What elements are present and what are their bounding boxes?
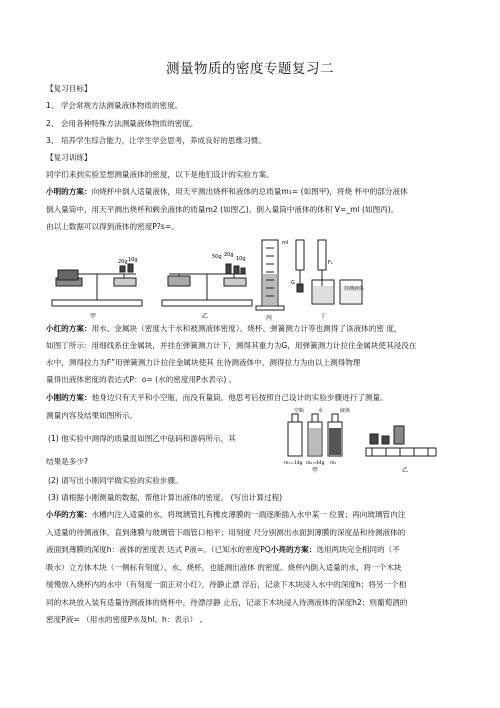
paragraph-text: 液面到薄膜的深度h：液体的密度表 达式 P液=。（已知水的密度PQ	[46, 545, 271, 554]
balance-figure	[52, 264, 142, 306]
weight-label: 20g	[224, 252, 234, 258]
bottle-figure	[282, 404, 442, 474]
mass-label: m₃	[330, 461, 337, 466]
figure-label-yi: 乙	[402, 467, 409, 474]
xiaohua-line-7: 密度P液= （用水的密度P水及hl、h：表示） 。	[46, 615, 208, 624]
xiaogang-q3: (3) 请根据小刚测量的数据，帮他计算出液体的密度。 (写出计算过程)	[48, 493, 283, 502]
figure-label-ding: 丁	[320, 313, 327, 320]
xiaohua-line-5: 缓慢放入烧杯内的水中（有刻度一面正对小红），待静止漂 浮后，记录下木块浸入水中的深度h；将另一个相	[46, 580, 407, 589]
xiaohua-line-3	[46, 545, 466, 555]
weight-label: 10g	[236, 256, 246, 262]
liquid-label: 待测液体	[344, 286, 365, 292]
balance-figure	[162, 264, 252, 306]
xiaogang-q2: (2) 请写出小刚同学做实验的实验步骤。	[48, 476, 183, 485]
goal-item: 2、 会用各种特殊方法测量液体物质的密度。	[46, 119, 198, 128]
figure-label-bing: 丙	[266, 315, 273, 322]
goal-heading: 【复习目标】	[46, 84, 92, 93]
mass-label: m₂=44g	[306, 461, 325, 466]
paragraph-text: 水槽内注入适量的水，将玻璃管扎有橡皮薄膜的一端逐渐插入水中某一 位置；再向玻璃管内注	[91, 510, 406, 519]
mass-label: m₁=14g	[284, 461, 303, 466]
intro-text: 同学们来到实验室想测量液体的密度，以下是他们设计的实验方案。	[46, 170, 274, 179]
xiaohong-line-3: 水中，测得拉力为F”用弹簧测力计拉住金属块使其 在待测液体中，测得拉力为由以上测得物理	[46, 358, 361, 367]
xiaogang-line-1	[46, 393, 466, 403]
page-title: 测量物质的密度专题复习二	[166, 61, 334, 77]
xiaoming-line-1	[46, 187, 466, 197]
xiaohong-line-4: 量得出液体密度的表达式P：o= (水的密度用P水表示) 。	[46, 375, 237, 384]
bottles	[288, 414, 342, 456]
xiaohua-line-1	[46, 510, 466, 520]
xiaohong-name: 小红的方案：	[46, 324, 92, 333]
figure-label-jia: 甲	[90, 313, 97, 320]
goal-item: 1、 学会常规方法测量液体物质的密度。	[46, 101, 183, 110]
force-label: G	[291, 280, 295, 286]
spring-scale-figure	[296, 240, 365, 304]
bottle-label: 水	[318, 408, 324, 414]
train-heading: 【复习训练】	[46, 153, 92, 162]
weight-label: 50g	[212, 254, 222, 260]
xiaogang-line-2: 测量内容及结果如图所示。	[46, 411, 138, 420]
xiaohong-line-2: 如图丁所示：用细线系住金属块，并挂在弹簧测力计下，测得其重力为G，用弹簧测力计拉住金属块使其浸没在	[46, 341, 417, 350]
xiaohua-line-6: 同的木块放入装有适量待测液体的烧杯中，待漂浮静 止后，记录下木块浸入待测液体的深度h2；则葡萄酒的	[46, 598, 408, 607]
paragraph-text: 用水、金属块（密度大于水和被测液体密度）、烧杯、弹簧测力计等也测得了该液体的密 度，	[91, 324, 402, 333]
xiaohua-line-2: 入适量的待测液体，直到薄膜与玻璃管下端管口相平；用刻度 尺分别测出水面到薄膜的深度品和待测液体的	[46, 528, 406, 537]
xiaogang-q1b: 结果是多少?	[46, 457, 88, 466]
unit-label: ml	[282, 240, 289, 246]
weight-label: 20g	[118, 259, 128, 265]
small-balance	[366, 426, 436, 456]
xiaohua-line-4: 吸水）立方体木块（一侧标有刻度）、水、烧杯，也能测出液体 的密度。烧杯内倒入适量的水，将一个木块	[46, 563, 402, 572]
paragraph-text: 选用两块完全相同的（不	[316, 545, 400, 554]
experiment-figure-1	[44, 234, 384, 324]
paragraph-text: 他身边只有天平和小空瓶，而没有量筒。他思考后按照自己设计的实验步骤进行了测量。	[91, 393, 388, 402]
graduated-cylinder	[256, 240, 284, 310]
xiaohua-name: 小华的方案：	[46, 510, 92, 519]
xiaoming-line-2: 倒入量筒中，用天平测出烧杯和剩余液体的质量m2 (如图乙)，倒入量筒中液体的体积 V=_ml (如图丙)。	[46, 205, 399, 214]
xiaogang-name: 小刚的方案：	[46, 393, 92, 402]
xiaoming-name: 小明的方案：	[46, 187, 92, 196]
goal-item: 3、 培养学生综合能力，让学生学会思考，养成良好的思维习惯。	[46, 136, 266, 145]
xiaoliang-name: 小亮的方案：	[270, 545, 317, 554]
xiaogang-q1a: (1) 他实验中测得的质量皿如图乙中砝码和游码所示，其	[48, 434, 236, 443]
xiaoming-line-3: 由以上数据可以得到液体的密度P?s=。	[46, 222, 179, 231]
figure-label-yi: 乙	[202, 313, 209, 320]
weight-label: 10g	[128, 257, 138, 263]
paragraph-text: 向烧杯中倒入适量液体，用天平测出烧杯和液体的总质量m₁= (如图甲)，将烧 杯中的部分液体	[91, 187, 408, 196]
bottle-label: 空瓶	[294, 408, 305, 414]
xiaohong-line-1	[46, 324, 466, 334]
figure-label-jia: 甲	[312, 467, 319, 474]
bottle-label: 液体	[340, 408, 351, 414]
force-label: F₁	[328, 260, 333, 266]
